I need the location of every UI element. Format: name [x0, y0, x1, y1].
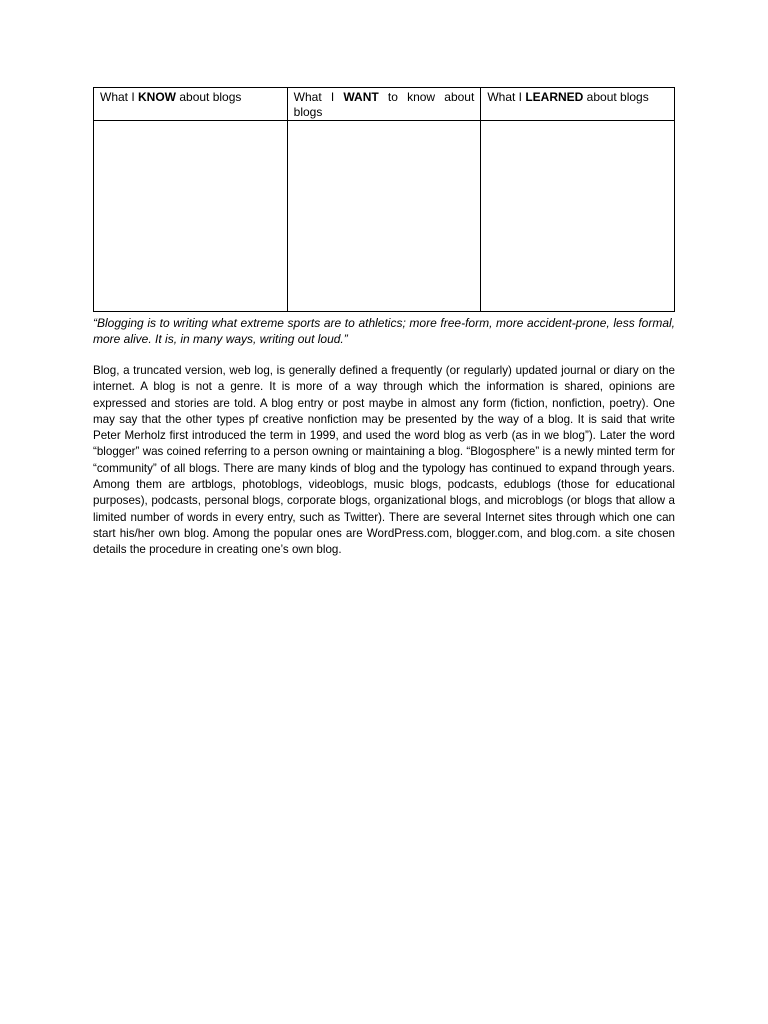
blogging-quote: “Blogging is to writing what extreme sports are to athletics; more free-form, more accident-prone, less formal, more alive. It is, in many ways, writing out loud.” [93, 316, 675, 346]
cell-want-empty [287, 121, 481, 312]
header-know-strong: KNOW [138, 90, 177, 104]
header-learned-pre: What I [487, 90, 526, 104]
kwl-chart-table [93, 87, 675, 312]
column-header-know [94, 88, 288, 121]
document-page [93, 87, 675, 559]
table-body-row [94, 121, 675, 312]
header-know-post: about blogs [176, 90, 242, 104]
header-want-pre: What I [293, 90, 344, 104]
table-header-row [94, 88, 675, 121]
header-know-pre: What I [100, 90, 139, 104]
cell-learned-empty [481, 121, 675, 312]
column-header-learned [481, 88, 675, 121]
blog-definition-paragraph: Blog, a truncated version, web log, is generally defined a frequently (or regularly) updated journal or diary on the internet. A blog is not a genre. It is more of a way through which the information is shared, opinions are expressed and stories are told. A blog entry or post maybe in almost any form (fiction, nonfiction, poetry). One may say that the other types pf creative nonfiction may be presented by the way of a blog. It is said that write Peter Merholz first introduced the term in 1999, and used the word blog as verb (as in we blog”). Later the word “blogger” was coined referring to a person owning or maintaining a blog. “Blogosphere” is a newly minted term for “community” of all blogs. There are many kinds of blog and the typology has continued to expand through years. Among them are artblogs, photoblogs, videoblogs, music blogs, podcasts, edublogs (those for educational purposes), podcasts, personal blogs, corporate blogs, organizational blogs, and microblogs (or blogs that allow a limited number of words in every entry, such as Twitter). There are several Internet sites through which one can start his/her own blog. Among the popular ones are WordPress.com, blogger.com, and blog.com. a site chosen details the procedure in creating one’s own blog. [93, 364, 675, 557]
header-want-strong: WANT [343, 90, 379, 104]
column-header-want [287, 88, 481, 121]
cell-know-empty [94, 121, 288, 312]
header-learned-strong: LEARNED [525, 90, 584, 104]
header-want-post: to know about blogs [293, 90, 475, 119]
header-learned-post: about blogs [583, 90, 649, 104]
